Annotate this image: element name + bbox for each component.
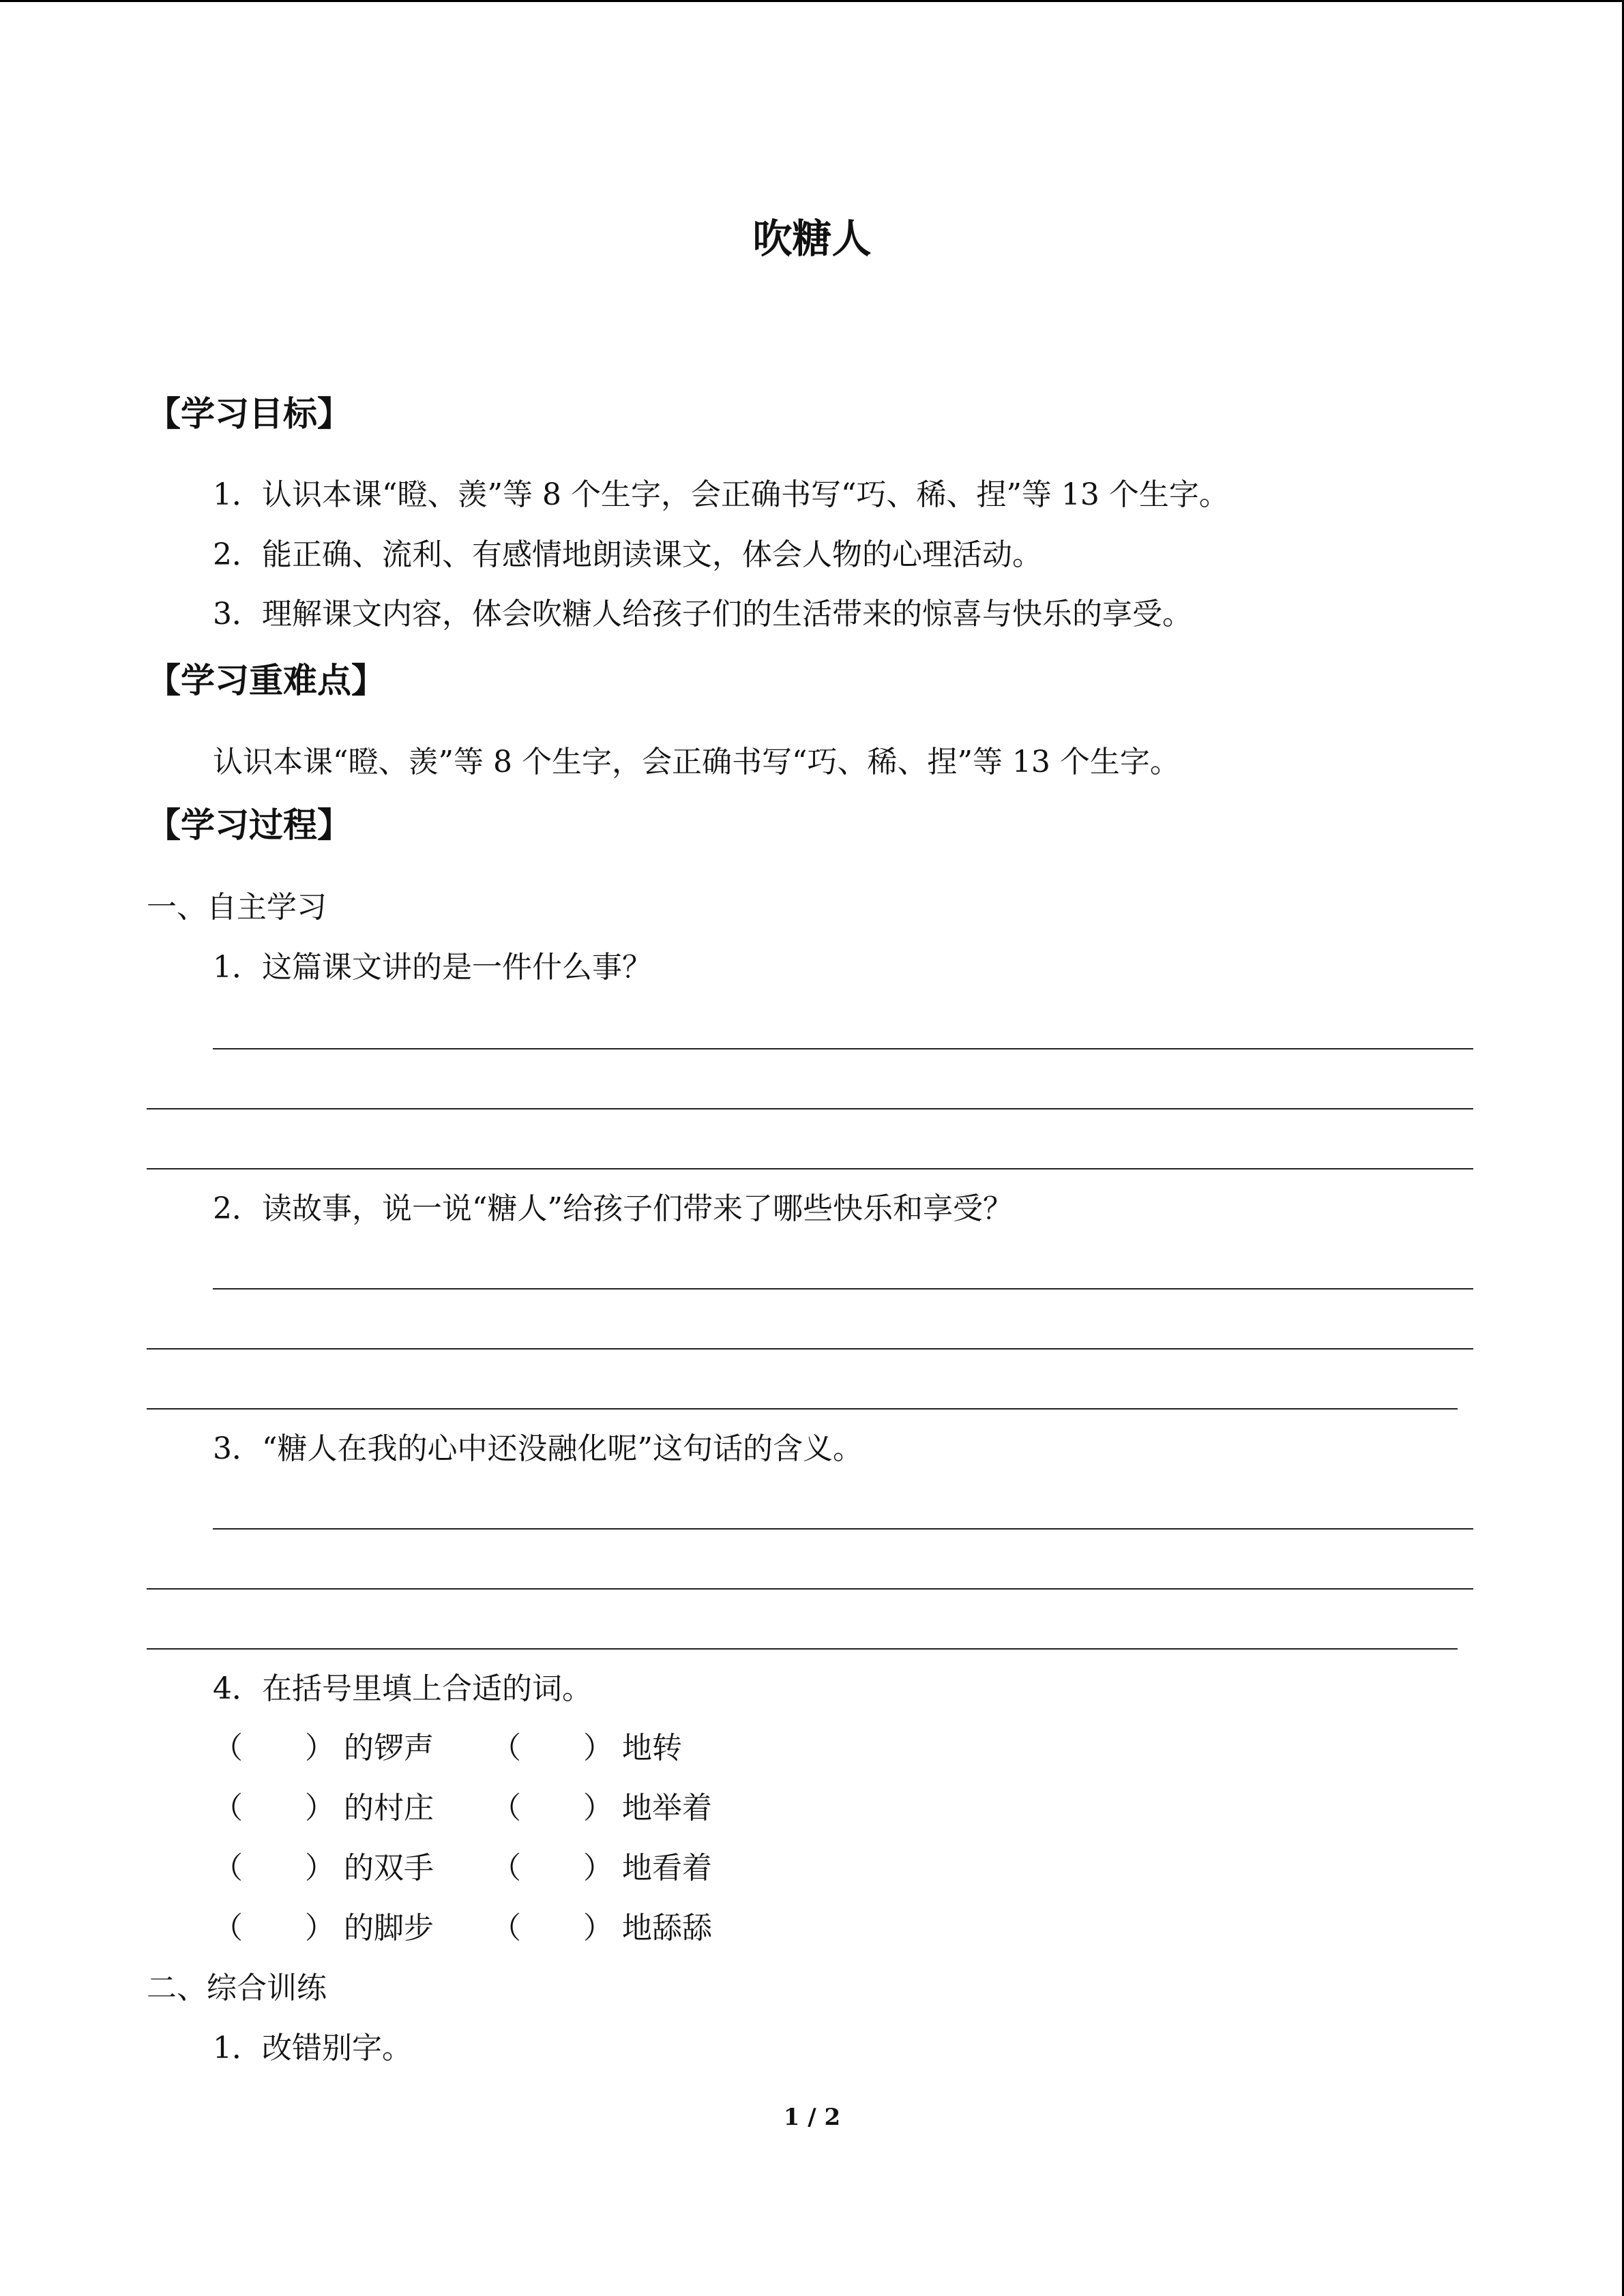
left-open-paren: （ [213, 1851, 243, 1885]
answer-line[interactable] [213, 1288, 1473, 1289]
answer-line[interactable] [147, 1648, 1458, 1650]
goal-item-1: 1．认识本课“瞪、羡”等 8 个生字，会正确书写“巧、稀、捏”等 13 个生字。 [213, 477, 1229, 512]
left-open-paren: （ [213, 1911, 243, 1945]
part2-label: 二、综合训练 [147, 1971, 327, 2006]
left-close-paren: ） [305, 1851, 335, 1885]
right-word: 地看着 [622, 1851, 712, 1885]
right-open-paren: （ [491, 1911, 521, 1945]
right-open-paren: （ [491, 1791, 521, 1825]
left-open-paren: （ [213, 1791, 243, 1825]
question-3: 3．“糖人在我的心中还没融化呢”这句话的含义。 [213, 1431, 863, 1466]
page-title: 吹糖人 [752, 215, 872, 262]
answer-line[interactable] [213, 1048, 1473, 1049]
right-word: 地举着 [622, 1791, 712, 1825]
heading-learning-goals: 【学习目标】 [147, 394, 351, 434]
answer-line[interactable] [213, 1528, 1473, 1530]
right-close-paren: ） [583, 1851, 613, 1885]
part2-question-1: 1．改错别字。 [213, 2031, 412, 2066]
right-close-paren: ） [583, 1731, 613, 1765]
key-points-text: 认识本课“瞪、羡”等 8 个生字，会正确书写“巧、稀、捏”等 13 个生字。 [213, 745, 1180, 779]
left-close-paren: ） [305, 1911, 335, 1945]
left-open-paren: （ [213, 1731, 243, 1765]
right-close-paren: ） [583, 1791, 613, 1825]
answer-line[interactable] [147, 1348, 1473, 1350]
heading-key-points: 【学习重难点】 [147, 661, 385, 700]
question-2: 2．读故事，说一说“糖人”给孩子们带来了哪些快乐和享受？ [213, 1191, 1013, 1226]
right-word: 地转 [622, 1731, 682, 1765]
right-open-paren: （ [491, 1851, 521, 1885]
left-word: 的锣声 [344, 1731, 434, 1765]
right-close-paren: ） [583, 1911, 613, 1945]
left-close-paren: ） [305, 1731, 335, 1765]
right-word: 地舔舔 [622, 1911, 712, 1945]
part1-label: 一、自主学习 [147, 890, 327, 925]
left-word: 的脚步 [344, 1911, 434, 1945]
answer-line[interactable] [147, 1408, 1458, 1410]
answer-line[interactable] [147, 1108, 1473, 1109]
answer-line[interactable] [147, 1168, 1473, 1169]
left-close-paren: ） [305, 1791, 335, 1825]
question-1: 1．这篇课文讲的是一件什么事？ [213, 950, 652, 985]
left-word: 的村庄 [344, 1791, 434, 1825]
question-4: 4．在括号里填上合适的词。 [213, 1671, 592, 1706]
heading-learning-process: 【学习过程】 [147, 805, 351, 845]
goal-item-2: 2．能正确、流利、有感情地朗读课文，体会人物的心理活动。 [213, 537, 1042, 572]
answer-line[interactable] [147, 1588, 1473, 1590]
left-word: 的双手 [344, 1851, 434, 1885]
goal-item-3: 3．理解课文内容，体会吹糖人给孩子们的生活带来的惊喜与快乐的享受。 [213, 597, 1192, 631]
page-number: 1 / 2 [783, 2104, 841, 2131]
right-open-paren: （ [491, 1731, 521, 1765]
